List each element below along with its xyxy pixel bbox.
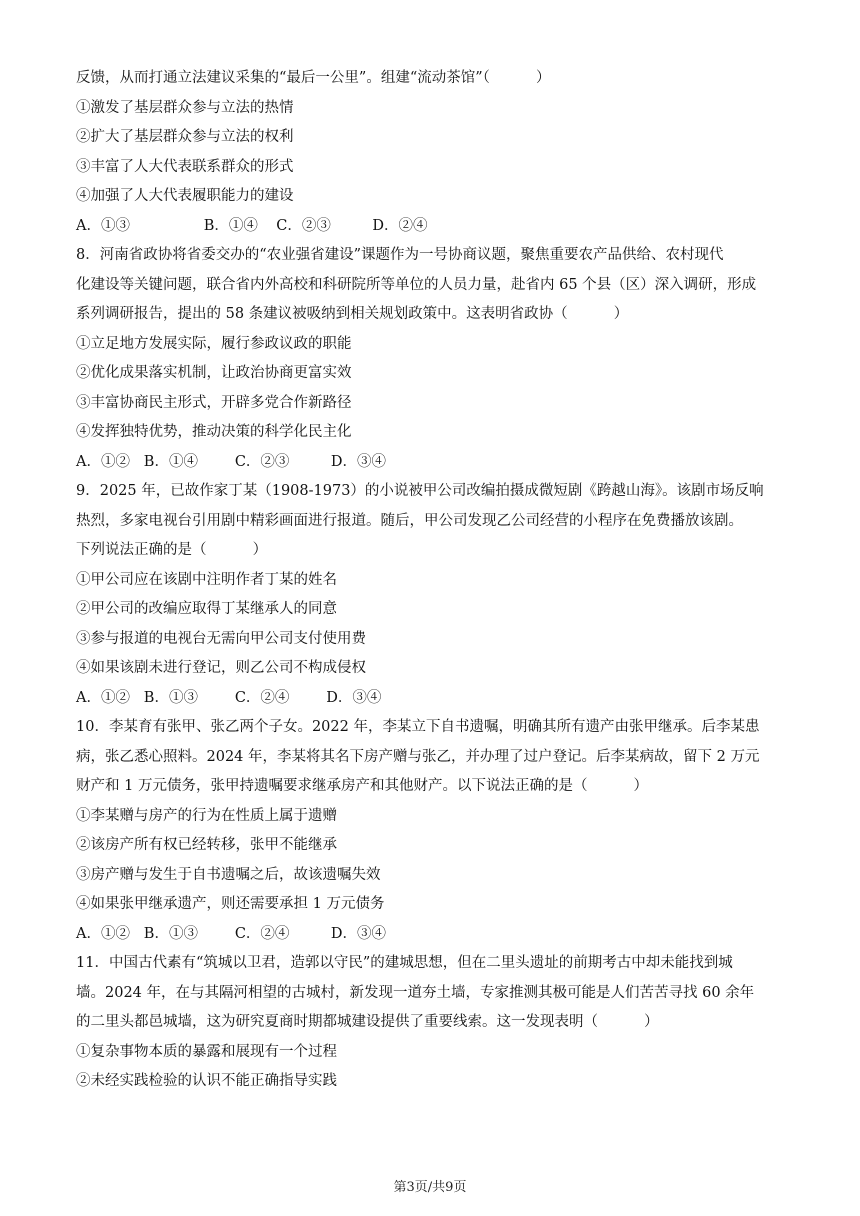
option-line: ③参与报道的电视台无需向甲公司支付使用费 [76,630,366,647]
question-10-text: 财产和 1 万元债务，张甲持遗嘱要求继承房产和其他财产。以下说法正确的是（ ） [76,778,649,794]
option-line: ①复杂事物本质的暴露和展现有一个过程 [76,1043,337,1060]
option-line: ①甲公司应在该剧中注明作者丁某的姓名 [76,571,337,588]
option-line: ①立足地方发展实际，履行参政议政的职能 [76,335,352,352]
option-line: ④发挥独特优势，推动决策的科学化民主化 [76,424,352,440]
question-11-text: 的二里头都邑城墙，这为研究夏商时期都城建设提供了重要线索。这一发现表明（ ） [76,1014,659,1030]
question-9-text: 下列说法正确的是（ ） [76,542,268,558]
page-number-footer: 第3页/共9页 [393,1180,467,1195]
option-line: ②优化成果落实机制，让政治协商更富实效 [76,365,352,381]
option-line: ②甲公司的改编应取得丁某继承人的同意 [76,601,337,617]
option-line: ④如果张甲继承遗产，则还需要承担 1 万元债务 [76,896,385,912]
answer-choices-q9: A．①② B．①③ C．②④ D．③④ [76,689,382,706]
question-10-text: 病，张乙悉心照料。2024 年，李某将其名下房产赠与张乙，并办理了过户登记。后李某病故，留下 2 万元 [76,748,760,765]
question-9-text: 9．2025 年，已故作家丁某（1908-1973）的小说被甲公司改编拍摄成微短剧《跨越山海》。该剧市场反响 [76,483,764,499]
option-line: ①李某赠与房产的行为在性质上属于遗赠 [76,807,337,824]
text-line-1: 反馈，从而打通立法建议采集的“最后一公里”。组建“流动茶馆”（ ） [76,70,551,86]
option-line: ④如果该剧未进行登记，则乙公司不构成侵权 [76,660,366,676]
question-9-text: 热烈，多家电视台引用剧中精彩画面进行报道。随后，甲公司发现乙公司经营的小程序在免费播放该剧。 [76,512,743,529]
question-11-text: 墙。2024 年，在与其隔河相望的古城村，新发现一道夯土墙，专家推测其极可能是人们苦苦寻找 60 余年 [76,984,755,1001]
answer-choices-q8: A．①② B．①④ C．②③ D．③④ [76,453,387,470]
option-line: ③房产赠与发生于自书遗嘱之后，故该遗嘱失效 [76,866,381,883]
question-8-text: 8．河南省政协将省委交办的“农业强省建设”课题作为一号协商议题，聚焦重要农产品供给、农村现代 [76,247,724,263]
answer-choices-q10: A．①② B．①③ C．②④ D．③④ [76,925,387,942]
option-line: ④加强了人大代表履职能力的建设 [76,188,294,204]
option-line: ②扩大了基层群众参与立法的权利 [76,129,294,145]
question-10-text: 10．李某育有张甲、张乙两个子女。2022 年，李某立下自书遗嘱，明确其所有遗产由张甲继承。后李某患 [76,719,760,735]
option-line: ③丰富协商民主形式，开辟多党合作新路径 [76,394,352,411]
question-content [76,64,792,1097]
question-8-text: 化建设等关键问题，联合省内外高校和科研院所等单位的人员力量，赴省内 65 个县（区）深入调研，形成 [76,276,757,293]
option-line: ③丰富了人大代表联系群众的形式 [76,158,294,175]
option-line: ②该房产所有权已经转移，张甲不能继承 [76,837,337,853]
option-line: ②未经实践检验的认识不能正确指导实践 [76,1073,337,1089]
option-line: ①激发了基层群众参与立法的热情 [76,99,294,116]
question-11-text: 11．中国古代素有“筑城以卫君，造郭以守民”的建城思想，但在二里头遗址的前期考古中却未能找到城 [76,955,733,971]
answer-choices-q7: A．①③ B．①④ C．②③ D．②④ [76,217,428,234]
question-8-text: 系列调研报告，提出的 58 条建议被吸纳到相关规划政策中。这表明省政协（ ） [76,306,629,322]
